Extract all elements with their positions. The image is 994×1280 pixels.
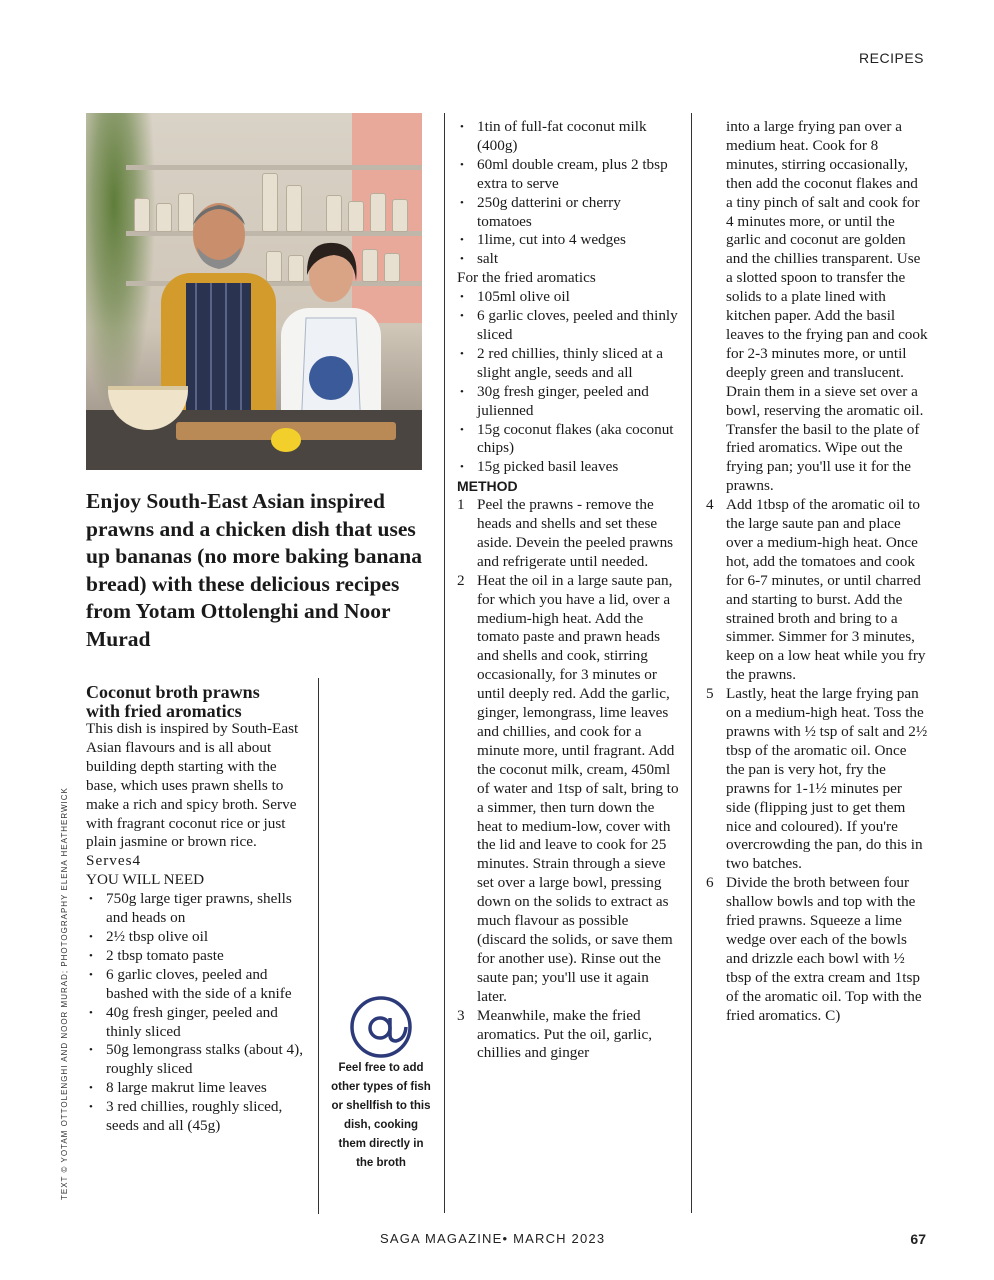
method-step xyxy=(457,572,679,1007)
ingredient-item: • 2 tbsp tomato paste xyxy=(86,947,308,966)
step-number: 4 xyxy=(706,496,714,514)
recipe-description: This dish is inspired by South-East Asian flavours and is all about building depth starting with the base, which uses prawn shells to make a rich and spicy broth. Serve with fragrant coconut rice or just plain jasmine or brown rice. xyxy=(86,720,299,851)
ingredient-item: • 2 red chillies, thinly sliced at a slight angle, seeds and all xyxy=(457,345,679,383)
you-will-need-heading: YOU WILL NEED xyxy=(86,871,205,889)
ingredient-list xyxy=(457,118,679,269)
chefs-photo xyxy=(86,113,422,470)
method-steps xyxy=(457,496,679,1063)
column-divider xyxy=(691,113,692,1213)
at-sign-icon xyxy=(349,995,413,1059)
photo-credit: TEXT © YOTAM OTTOLENGHI AND NOOR MURAD; PHOTOGRAPHY ELENA HEATHERWICK xyxy=(60,787,69,1200)
aromatics-list xyxy=(457,288,679,477)
ingredient-item: • 40g fresh ginger, peeled and thinly sliced xyxy=(86,1004,308,1042)
ingredient-item: • 6 garlic cloves, peeled and thinly sliced xyxy=(457,307,679,345)
ingredient-list xyxy=(86,890,308,1136)
ingredient-item: • 1lime, cut into 4 wedges xyxy=(457,231,679,250)
ingredient-item: • 8 large makrut lime leaves xyxy=(86,1079,308,1098)
step-number: 1 xyxy=(457,496,465,514)
method-step xyxy=(706,496,928,685)
step-number: 3 xyxy=(457,1006,465,1024)
ingredient-item: • 6 garlic cloves, peeled and bashed with the side of a knife xyxy=(86,966,308,1004)
method-step xyxy=(457,496,679,572)
ingredient-item: • 30g fresh ginger, peeled and julienned xyxy=(457,383,679,421)
serves: Serves4 xyxy=(86,852,142,870)
ingredient-item: • salt xyxy=(457,250,679,269)
ingredient-item: • 15g coconut flakes (aka coconut chips) xyxy=(457,421,679,459)
ingredient-item: • 105ml olive oil xyxy=(457,288,679,307)
column-2 xyxy=(457,118,679,1063)
magazine-issue: SAGA MAGAZINE• MARCH 2023 xyxy=(380,1231,606,1246)
ingredient-item: • 3 red chillies, roughly sliced, seeds and all (45g) xyxy=(86,1098,308,1136)
tip-callout xyxy=(331,995,431,1173)
ingredient-item: • 50g lemongrass stalks (about 4), roughly sliced xyxy=(86,1041,308,1079)
step-text: Divide the broth between four shallow bowls and top with the fried prawns. Squeeze a lime wedge over each of the bowls and drizzle each bowl with ½ tbsp of the extra cream and 1tsp of the aromatic oil. Top with the fried aromatics. C) xyxy=(726,874,922,1024)
tip-text: Feel free to add other types of fish or shellfish to this dish, cooking them directly in the broth xyxy=(331,1062,431,1169)
step-text: Meanwhile, make the fried aromatics. Put the oil, garlic, chillies and ginger xyxy=(477,1006,653,1062)
step-text: Heat the oil in a large saute pan, for which you have a lid, over a medium-high heat. Add the tomato paste and prawn heads and shells and cook, stirring occasionally, for 3 minutes or until deeply red. Add the garlic, ginger, lemongrass, lime leaves and chillies, and cook for a minute more, until fragrant. Add the coconut milk, cream, 450ml of water and 1tsp of salt, bring to a simmer, then turn down the heat to medium-low, cover with the lid and leave to cook for 25 minutes. Strain through a sieve set over a large bowl, pressing down on the solids to extract as much flavour as possible (discard the solids, or save them for another use). Rinse out the saute pan; you'll use it again later. xyxy=(477,571,679,1005)
method-steps xyxy=(706,496,928,1025)
method-step xyxy=(706,874,928,1025)
step-text: Add 1tbsp of the aromatic oil to the large saute pan and place over a medium-high heat. Once hot, add the tomatoes and cook for 6-7 minutes, or until charred and starting to burst. Add the strained broth and bring to a simmer. Simmer for 3 minutes, keep on a low heat while you fry the prawns. xyxy=(726,496,926,684)
ingredient-item: • 750g large tiger prawns, shells and heads on xyxy=(86,890,308,928)
ingredient-item: • 250g datterini or cherry tomatoes xyxy=(457,194,679,232)
ingredient-item: • 1tin of full-fat coconut milk (400g) xyxy=(457,118,679,156)
step-number: 5 xyxy=(706,685,714,703)
column-1 xyxy=(86,683,308,1136)
step-number: 6 xyxy=(706,874,714,892)
ingredient-item: • 15g picked basil leaves xyxy=(457,458,679,477)
step-text: Peel the prawns - remove the heads and shells and set these aside. Devein the peeled prawns and refrigerate until needed. xyxy=(477,496,674,570)
method-step xyxy=(457,1007,679,1064)
method-step-continued: into a large frying pan over a medium heat. Cook for 8 minutes, stirring occasionally, then add the coconut flakes and a tiny pinch of salt and cook for 4 minutes more, or until the garlic and coconut are golden and the chillies transparent. Use a slotted spoon to transfer the solids to a plate lined with kitchen paper. Add the basil leaves to the frying pan and cook for 2-3 minutes more, or until deeply green and translucent. Drain them in a sieve set over a bowl, reserving the aromatic oil. Transfer the basil to the plate of fried aromatics. Wipe out the frying pan; you'll use it for the prawns. xyxy=(726,118,928,495)
step-text: Lastly, heat the large frying pan on a medium-high heat. Toss the prawns with ½ tsp of salt and 2½ tbsp of the aromatic oil. Once the pan is very hot, fry the prawns for 1-1½ minutes per side (flipping just to get them nice and coloured). If you're overcrowding the pan, do this in two batches. xyxy=(726,685,928,873)
method-step xyxy=(706,685,928,874)
method-heading: METHOD xyxy=(457,478,518,495)
ingredient-item: • 2½ tbsp olive oil xyxy=(86,928,308,947)
ingredient-item: • 60ml double cream, plus 2 tbsp extra to serve xyxy=(457,156,679,194)
page-number: 67 xyxy=(910,1231,926,1247)
step-number: 2 xyxy=(457,571,465,589)
column-divider xyxy=(318,678,319,1214)
lemon xyxy=(271,428,301,452)
column-3 xyxy=(706,118,928,1026)
aromatics-heading: For the fried aromatics xyxy=(457,269,596,287)
recipe-title: Coconut broth prawns with fried aromatics xyxy=(86,682,260,721)
column-divider xyxy=(444,113,445,1213)
section-label: RECIPES xyxy=(859,50,924,66)
intro-standfirst: Enjoy South-East Asian inspired prawns and a chicken dish that uses up bananas (no more baking banana bread) with these delicious recipes from Yotam Ottolenghi and Noor Murad xyxy=(86,489,422,651)
